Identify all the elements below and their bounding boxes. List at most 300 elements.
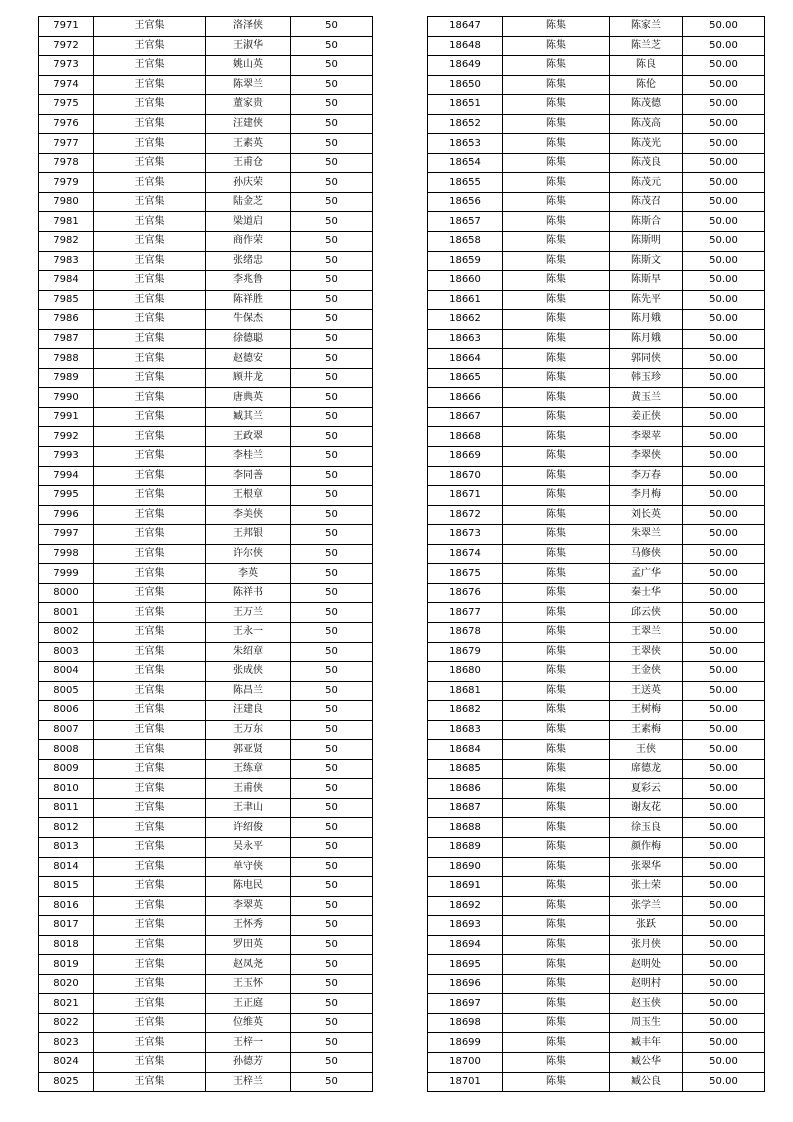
name-cell: 王练章 (206, 759, 291, 779)
table-row (428, 153, 765, 173)
serial-number-cell: 18657 (428, 212, 503, 232)
amount-cell: 50.00 (683, 1072, 765, 1092)
table-row (39, 114, 373, 134)
table-row (428, 95, 765, 115)
amount-cell: 50.00 (683, 212, 765, 232)
village-cell: 王官集 (94, 271, 206, 291)
amount-cell: 50.00 (683, 994, 765, 1014)
amount-cell: 50 (291, 95, 373, 115)
village-cell: 王官集 (94, 877, 206, 897)
amount-cell: 50 (291, 564, 373, 584)
table-row (39, 1072, 373, 1092)
amount-cell: 50.00 (683, 935, 765, 955)
serial-number-cell: 8004 (39, 662, 94, 682)
amount-cell: 50 (291, 17, 373, 37)
amount-cell: 50 (291, 466, 373, 486)
name-cell: 刘长英 (610, 505, 683, 525)
serial-number-cell: 18663 (428, 329, 503, 349)
table-row (428, 251, 765, 271)
table-row (428, 173, 765, 193)
amount-cell: 50 (291, 232, 373, 252)
serial-number-cell: 18673 (428, 525, 503, 545)
table-row (39, 134, 373, 154)
serial-number-cell: 7980 (39, 192, 94, 212)
serial-number-cell: 18683 (428, 720, 503, 740)
village-cell: 陈集 (503, 525, 610, 545)
serial-number-cell: 7996 (39, 505, 94, 525)
serial-number-cell: 7979 (39, 173, 94, 193)
serial-number-cell: 7975 (39, 95, 94, 115)
name-cell: 陈茂德 (610, 95, 683, 115)
name-cell: 谢友花 (610, 798, 683, 818)
table-row (428, 75, 765, 95)
serial-number-cell: 8014 (39, 857, 94, 877)
amount-cell: 50 (291, 310, 373, 330)
name-cell: 唐典英 (206, 388, 291, 408)
amount-cell: 50.00 (683, 916, 765, 936)
name-cell: 姚山英 (206, 56, 291, 76)
village-cell: 王官集 (94, 232, 206, 252)
amount-cell: 50 (291, 56, 373, 76)
amount-cell: 50 (291, 759, 373, 779)
amount-cell: 50.00 (683, 779, 765, 799)
amount-cell: 50 (291, 720, 373, 740)
table-row (428, 642, 765, 662)
amount-cell: 50.00 (683, 173, 765, 193)
name-cell: 陈祥书 (206, 583, 291, 603)
table-row (39, 466, 373, 486)
amount-cell: 50.00 (683, 466, 765, 486)
table-row (39, 56, 373, 76)
village-cell: 王官集 (94, 642, 206, 662)
village-cell: 陈集 (503, 935, 610, 955)
table-row (39, 17, 373, 37)
village-cell: 王官集 (94, 427, 206, 447)
table-row (428, 505, 765, 525)
serial-number-cell: 8024 (39, 1052, 94, 1072)
serial-number-cell: 18676 (428, 583, 503, 603)
village-cell: 王官集 (94, 192, 206, 212)
amount-cell: 50.00 (683, 95, 765, 115)
table-row (428, 837, 765, 857)
amount-cell: 50.00 (683, 701, 765, 721)
amount-cell: 50.00 (683, 407, 765, 427)
village-cell: 陈集 (503, 486, 610, 506)
serial-number-cell: 7976 (39, 114, 94, 134)
table-row (39, 779, 373, 799)
amount-cell: 50 (291, 505, 373, 525)
name-cell: 周玉生 (610, 1013, 683, 1033)
name-cell: 徐玉良 (610, 818, 683, 838)
village-cell: 王官集 (94, 681, 206, 701)
name-cell: 顾井龙 (206, 368, 291, 388)
amount-cell: 50.00 (683, 368, 765, 388)
table-row (428, 407, 765, 427)
table-row (39, 75, 373, 95)
name-cell: 商作荣 (206, 232, 291, 252)
name-cell: 陈家兰 (610, 17, 683, 37)
table-row (428, 955, 765, 975)
table-row (39, 388, 373, 408)
serial-number-cell: 7982 (39, 232, 94, 252)
village-cell: 王官集 (94, 701, 206, 721)
name-cell: 邱云侠 (610, 603, 683, 623)
amount-cell: 50.00 (683, 662, 765, 682)
amount-cell: 50 (291, 603, 373, 623)
table-row (428, 564, 765, 584)
serial-number-cell: 8011 (39, 798, 94, 818)
amount-cell: 50.00 (683, 290, 765, 310)
village-cell: 王官集 (94, 505, 206, 525)
name-cell: 王怀秀 (206, 916, 291, 936)
table-row (428, 1052, 765, 1072)
table-row (39, 232, 373, 252)
name-cell: 王玉怀 (206, 974, 291, 994)
left-roster-body (39, 17, 373, 1092)
serial-number-cell: 7978 (39, 153, 94, 173)
name-cell: 赵德安 (206, 349, 291, 369)
serial-number-cell: 8021 (39, 994, 94, 1014)
village-cell: 王官集 (94, 662, 206, 682)
name-cell: 张跃 (610, 916, 683, 936)
village-cell: 陈集 (503, 720, 610, 740)
name-cell: 陈茂元 (610, 173, 683, 193)
amount-cell: 50 (291, 701, 373, 721)
table-row (39, 486, 373, 506)
amount-cell: 50 (291, 251, 373, 271)
serial-number-cell: 18682 (428, 701, 503, 721)
table-row (39, 251, 373, 271)
serial-number-cell: 18669 (428, 447, 503, 467)
serial-number-cell: 18681 (428, 681, 503, 701)
name-cell: 李美侠 (206, 505, 291, 525)
village-cell: 陈集 (503, 740, 610, 760)
amount-cell: 50 (291, 329, 373, 349)
serial-number-cell: 18652 (428, 114, 503, 134)
amount-cell: 50.00 (683, 505, 765, 525)
serial-number-cell: 8016 (39, 896, 94, 916)
name-cell: 陈斯合 (610, 212, 683, 232)
village-cell: 陈集 (503, 134, 610, 154)
serial-number-cell: 8006 (39, 701, 94, 721)
name-cell: 许尔侠 (206, 544, 291, 564)
village-cell: 陈集 (503, 75, 610, 95)
village-cell: 王官集 (94, 896, 206, 916)
serial-number-cell: 18672 (428, 505, 503, 525)
name-cell: 汪建良 (206, 701, 291, 721)
serial-number-cell: 18671 (428, 486, 503, 506)
serial-number-cell: 18666 (428, 388, 503, 408)
village-cell: 陈集 (503, 994, 610, 1014)
name-cell: 秦士华 (610, 583, 683, 603)
village-cell: 王官集 (94, 759, 206, 779)
amount-cell: 50.00 (683, 837, 765, 857)
village-cell: 王官集 (94, 583, 206, 603)
serial-number-cell: 18647 (428, 17, 503, 37)
village-cell: 陈集 (503, 290, 610, 310)
village-cell: 王官集 (94, 134, 206, 154)
name-cell: 李翠侠 (610, 447, 683, 467)
name-cell: 陈昌兰 (206, 681, 291, 701)
amount-cell: 50.00 (683, 17, 765, 37)
serial-number-cell: 7991 (39, 407, 94, 427)
serial-number-cell: 8017 (39, 916, 94, 936)
name-cell: 孙德芳 (206, 1052, 291, 1072)
village-cell: 王官集 (94, 95, 206, 115)
serial-number-cell: 18697 (428, 994, 503, 1014)
name-cell: 王侠 (610, 740, 683, 760)
table-row (428, 622, 765, 642)
name-cell: 李英 (206, 564, 291, 584)
village-cell: 陈集 (503, 368, 610, 388)
name-cell: 黄玉兰 (610, 388, 683, 408)
amount-cell: 50 (291, 75, 373, 95)
village-cell: 王官集 (94, 740, 206, 760)
table-row (39, 622, 373, 642)
village-cell: 王官集 (94, 212, 206, 232)
village-cell: 王官集 (94, 1033, 206, 1053)
serial-number-cell: 18691 (428, 877, 503, 897)
name-cell: 张士荣 (610, 877, 683, 897)
table-row (39, 36, 373, 56)
amount-cell: 50.00 (683, 153, 765, 173)
name-cell: 李同善 (206, 466, 291, 486)
village-cell: 陈集 (503, 779, 610, 799)
amount-cell: 50 (291, 407, 373, 427)
village-cell: 陈集 (503, 114, 610, 134)
village-cell: 王官集 (94, 36, 206, 56)
village-cell: 王官集 (94, 544, 206, 564)
village-cell: 陈集 (503, 1052, 610, 1072)
amount-cell: 50.00 (683, 271, 765, 291)
amount-cell: 50.00 (683, 486, 765, 506)
village-cell: 王官集 (94, 251, 206, 271)
village-cell: 王官集 (94, 290, 206, 310)
amount-cell: 50 (291, 134, 373, 154)
amount-cell: 50 (291, 544, 373, 564)
amount-cell: 50 (291, 740, 373, 760)
serial-number-cell: 18700 (428, 1052, 503, 1072)
name-cell: 陈伦 (610, 75, 683, 95)
serial-number-cell: 7983 (39, 251, 94, 271)
village-cell: 王官集 (94, 603, 206, 623)
table-row (39, 740, 373, 760)
village-cell: 王官集 (94, 75, 206, 95)
village-cell: 王官集 (94, 798, 206, 818)
table-row (39, 583, 373, 603)
name-cell: 王梓一 (206, 1033, 291, 1053)
serial-number-cell: 18674 (428, 544, 503, 564)
table-row (39, 935, 373, 955)
serial-number-cell: 18667 (428, 407, 503, 427)
amount-cell: 50.00 (683, 525, 765, 545)
table-row (428, 974, 765, 994)
serial-number-cell: 18654 (428, 153, 503, 173)
name-cell: 郭同侠 (610, 349, 683, 369)
amount-cell: 50 (291, 427, 373, 447)
village-cell: 王官集 (94, 837, 206, 857)
amount-cell: 50.00 (683, 740, 765, 760)
village-cell: 陈集 (503, 642, 610, 662)
name-cell: 王素英 (206, 134, 291, 154)
serial-number-cell: 18690 (428, 857, 503, 877)
table-row (39, 95, 373, 115)
name-cell: 孟广华 (610, 564, 683, 584)
serial-number-cell: 8022 (39, 1013, 94, 1033)
amount-cell: 50 (291, 349, 373, 369)
table-row (428, 466, 765, 486)
table-row (428, 798, 765, 818)
table-row (428, 916, 765, 936)
amount-cell: 50.00 (683, 896, 765, 916)
village-cell: 陈集 (503, 1033, 610, 1053)
serial-number-cell: 18675 (428, 564, 503, 584)
serial-number-cell: 18668 (428, 427, 503, 447)
serial-number-cell: 18677 (428, 603, 503, 623)
amount-cell: 50 (291, 1052, 373, 1072)
table-row (39, 681, 373, 701)
name-cell: 陈斯文 (610, 251, 683, 271)
serial-number-cell: 8009 (39, 759, 94, 779)
village-cell: 王官集 (94, 994, 206, 1014)
table-row (428, 1013, 765, 1033)
name-cell: 臧公良 (610, 1072, 683, 1092)
amount-cell: 50 (291, 642, 373, 662)
amount-cell: 50 (291, 36, 373, 56)
serial-number-cell: 18664 (428, 349, 503, 369)
amount-cell: 50.00 (683, 114, 765, 134)
village-cell: 陈集 (503, 955, 610, 975)
table-row (428, 544, 765, 564)
amount-cell: 50.00 (683, 232, 765, 252)
village-cell: 陈集 (503, 759, 610, 779)
village-cell: 王官集 (94, 916, 206, 936)
village-cell: 王官集 (94, 857, 206, 877)
village-cell: 王官集 (94, 955, 206, 975)
serial-number-cell: 7988 (39, 349, 94, 369)
amount-cell: 50.00 (683, 974, 765, 994)
serial-number-cell: 8010 (39, 779, 94, 799)
village-cell: 陈集 (503, 95, 610, 115)
serial-number-cell: 18651 (428, 95, 503, 115)
table-row (39, 212, 373, 232)
village-cell: 陈集 (503, 466, 610, 486)
name-cell: 徐德聪 (206, 329, 291, 349)
serial-number-cell: 7985 (39, 290, 94, 310)
table-row (428, 525, 765, 545)
amount-cell: 50.00 (683, 36, 765, 56)
name-cell: 臧公华 (610, 1052, 683, 1072)
table-row (39, 642, 373, 662)
village-cell: 陈集 (503, 544, 610, 564)
serial-number-cell: 18685 (428, 759, 503, 779)
name-cell: 张学兰 (610, 896, 683, 916)
village-cell: 陈集 (503, 427, 610, 447)
serial-number-cell: 8002 (39, 622, 94, 642)
amount-cell: 50.00 (683, 798, 765, 818)
name-cell: 王甫侠 (206, 779, 291, 799)
serial-number-cell: 18689 (428, 837, 503, 857)
village-cell: 王官集 (94, 114, 206, 134)
amount-cell: 50.00 (683, 447, 765, 467)
amount-cell: 50 (291, 486, 373, 506)
serial-number-cell: 8005 (39, 681, 94, 701)
name-cell: 陈斯早 (610, 271, 683, 291)
name-cell: 李翠英 (206, 896, 291, 916)
right-roster-body (428, 17, 765, 1092)
name-cell: 王翠兰 (610, 622, 683, 642)
serial-number-cell: 18659 (428, 251, 503, 271)
serial-number-cell: 18650 (428, 75, 503, 95)
village-cell: 王官集 (94, 720, 206, 740)
table-row (39, 896, 373, 916)
name-cell: 梁道启 (206, 212, 291, 232)
amount-cell: 50 (291, 271, 373, 291)
table-row (428, 271, 765, 291)
table-row (39, 837, 373, 857)
amount-cell: 50 (291, 857, 373, 877)
amount-cell: 50 (291, 290, 373, 310)
village-cell: 王官集 (94, 447, 206, 467)
name-cell: 郭亚贤 (206, 740, 291, 760)
name-cell: 陈先平 (610, 290, 683, 310)
amount-cell: 50.00 (683, 720, 765, 740)
amount-cell: 50.00 (683, 349, 765, 369)
name-cell: 马修侠 (610, 544, 683, 564)
village-cell: 陈集 (503, 505, 610, 525)
amount-cell: 50 (291, 681, 373, 701)
name-cell: 朱绍章 (206, 642, 291, 662)
table-row (428, 740, 765, 760)
serial-number-cell: 8025 (39, 1072, 94, 1092)
serial-number-cell: 7998 (39, 544, 94, 564)
serial-number-cell: 18698 (428, 1013, 503, 1033)
amount-cell: 50 (291, 622, 373, 642)
serial-number-cell: 8003 (39, 642, 94, 662)
name-cell: 陆金芝 (206, 192, 291, 212)
table-row (428, 1033, 765, 1053)
name-cell: 王甫仓 (206, 153, 291, 173)
table-row (39, 662, 373, 682)
serial-number-cell: 18660 (428, 271, 503, 291)
village-cell: 陈集 (503, 173, 610, 193)
amount-cell: 50 (291, 779, 373, 799)
serial-number-cell: 7990 (39, 388, 94, 408)
table-row (39, 310, 373, 330)
table-row (428, 232, 765, 252)
amount-cell: 50.00 (683, 877, 765, 897)
table-row (39, 173, 373, 193)
serial-number-cell: 8015 (39, 877, 94, 897)
table-row (428, 56, 765, 76)
name-cell: 臧丰年 (610, 1033, 683, 1053)
name-cell: 王翠侠 (610, 642, 683, 662)
table-row (428, 857, 765, 877)
amount-cell: 50 (291, 1013, 373, 1033)
amount-cell: 50 (291, 935, 373, 955)
name-cell: 吴永平 (206, 837, 291, 857)
table-row (428, 759, 765, 779)
village-cell: 陈集 (503, 36, 610, 56)
table-row (428, 877, 765, 897)
serial-number-cell: 18670 (428, 466, 503, 486)
table-row (428, 290, 765, 310)
serial-number-cell: 18680 (428, 662, 503, 682)
village-cell: 陈集 (503, 153, 610, 173)
name-cell: 席德龙 (610, 759, 683, 779)
serial-number-cell: 18695 (428, 955, 503, 975)
table-row (428, 681, 765, 701)
